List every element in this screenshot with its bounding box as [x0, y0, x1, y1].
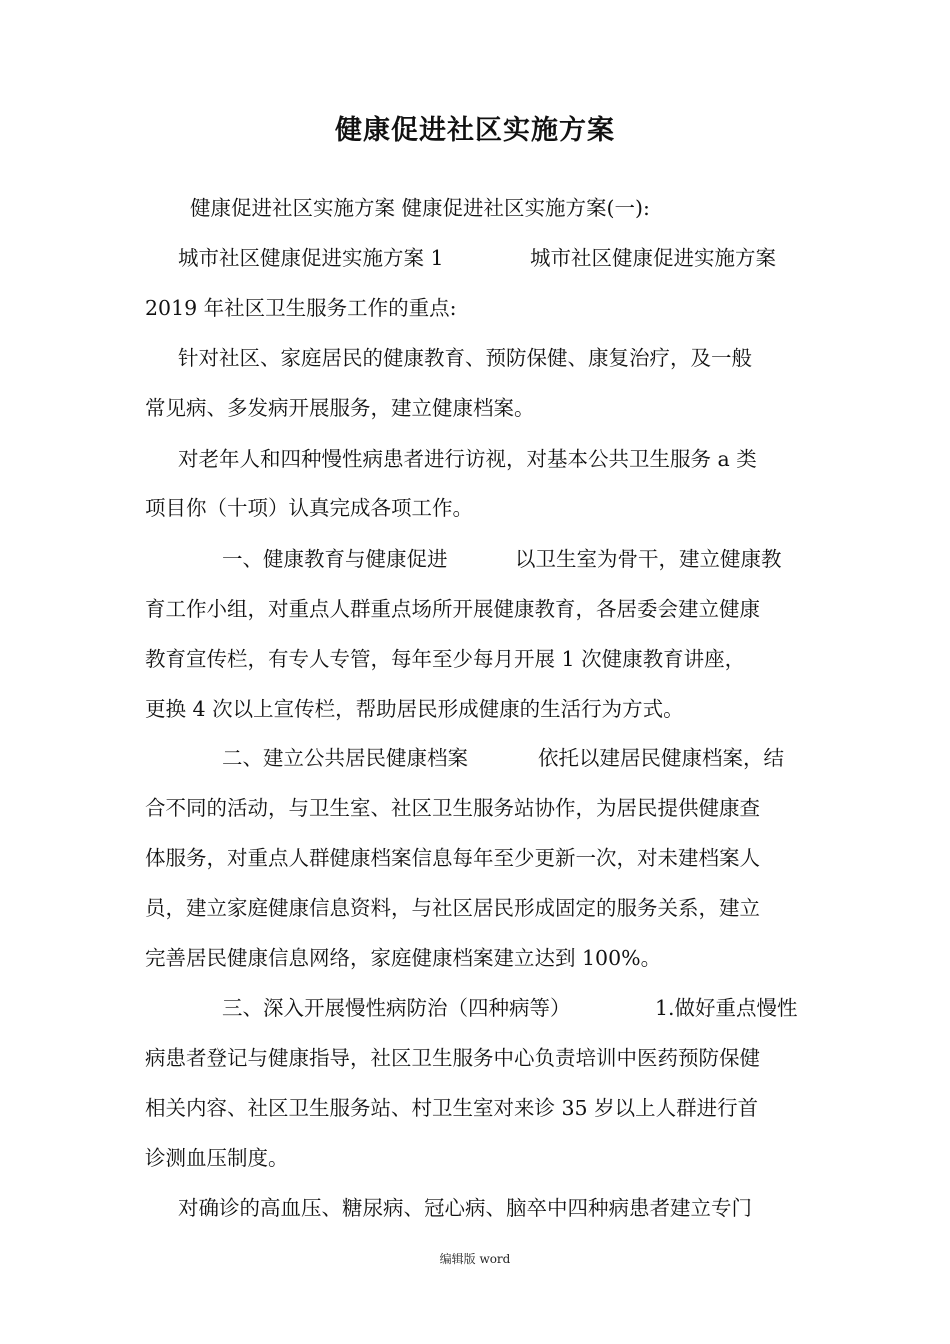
paragraph-line: 城市社区健康促进实施方案 1: [178, 246, 444, 270]
paragraph-line: 体服务，对重点人群健康档案信息每年至少更新一次，对未建档案人: [145, 846, 760, 870]
paragraph-line: 2019 年社区卫生服务工作的重点:: [145, 296, 457, 320]
paragraph-line: 相关内容、社区卫生服务站、村卫生室对来诊 35 岁以上人群进行首: [145, 1096, 759, 1120]
paragraph-line: 常见病、多发病开展服务，建立健康档案。: [145, 396, 535, 420]
section-heading: 三、深入开展慢性病防治（四种病等）: [222, 996, 571, 1020]
paragraph-line: 健康促进社区实施方案 健康促进社区实施方案(一):: [190, 196, 650, 220]
document-title: 健康促进社区实施方案: [335, 115, 615, 146]
paragraph-line: 诊测血压制度。: [145, 1146, 289, 1170]
paragraph-line: 员，建立家庭健康信息资料，与社区居民形成固定的服务关系，建立: [145, 896, 760, 920]
section-heading: 二、建立公共居民健康档案: [222, 746, 468, 770]
paragraph-line: 针对社区、家庭居民的健康教育、预防保健、康复治疗，及一般: [178, 346, 752, 370]
paragraph-line: 更换 4 次以上宣传栏，帮助居民形成健康的生活行为方式。: [145, 697, 684, 721]
section-heading: 一、健康教育与健康促进: [222, 547, 448, 571]
paragraph-line: 项目你（十项）认真完成各项工作。: [145, 496, 473, 520]
paragraph-line: 完善居民健康信息网络，家庭健康档案建立达到 100%。: [145, 946, 662, 970]
paragraph-line: 对老年人和四种慢性病患者进行访视，对基本公共卫生服务 a 类: [178, 447, 757, 471]
page-footer: 编辑版 word: [439, 1252, 511, 1266]
paragraph-line: 合不同的活动，与卫生室、社区卫生服务站协作，为居民提供健康查: [145, 796, 760, 820]
paragraph-line: 教育宣传栏，有专人专管，每年至少每月开展 1 次健康教育讲座，: [145, 647, 746, 671]
paragraph-line: 病患者登记与健康指导，社区卫生服务中心负责培训中医药预防保健: [145, 1046, 760, 1070]
paragraph-line-segment: 以卫生室为骨干，建立健康教: [515, 547, 782, 571]
paragraph-line: 对确诊的高血压、糖尿病、冠心病、脑卒中四种病患者建立专门: [178, 1196, 752, 1220]
paragraph-line-segment: 1.做好重点慢性: [655, 996, 798, 1020]
paragraph-line: 育工作小组，对重点人群重点场所开展健康教育，各居委会建立健康: [145, 597, 760, 621]
paragraph-line-segment: 依托以建居民健康档案，结: [538, 746, 784, 770]
paragraph-line-segment: 城市社区健康促进实施方案: [530, 246, 776, 270]
